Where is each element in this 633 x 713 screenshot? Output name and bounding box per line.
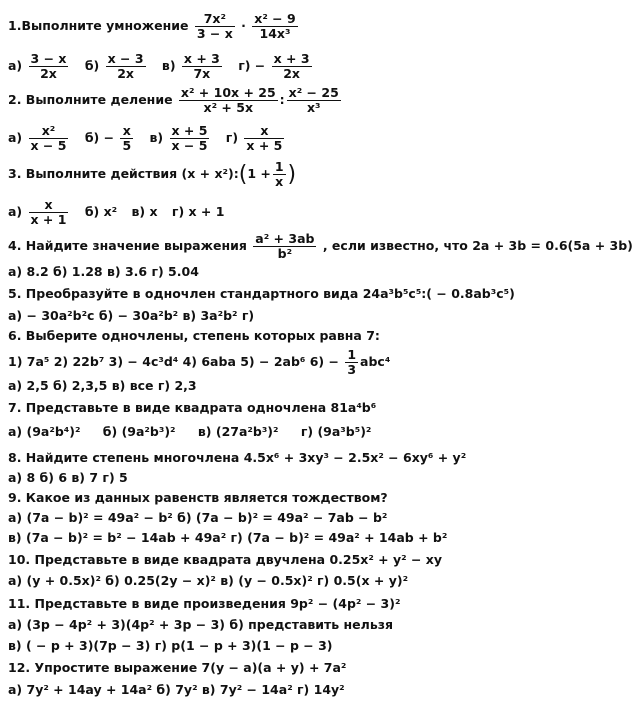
question-2: 2. Выполните деление $\frac{\text{x² + 10x + 25}}{\text{x² + 5x}}$ : $\frac{\text{x² − 25}}{\text{x³}}$ [8, 85, 339, 115]
question-11-answers-row-1: а) (3p − 4p² + 3)(4p² + 3p − 3) б) представить нельзя [8, 617, 394, 632]
question-4: 4. Найдите значение выражения $\frac{\text{a² + 3ab}}{\text{b²}}$ , если известно, что 2a + 3b = 0.6(5a + 3b) [8, 231, 633, 261]
question-1: 1.Выполните умножение $\frac{\text{7x²}}{3 - x}$ · $\frac{\text{x² − 9}}{\text{14x³}}$ [8, 11, 296, 41]
question-7-answers: а) (9a²b⁴)² б) (9a²b³)² в) (27a²b³)² г) (9a³b⁵)² [8, 424, 372, 439]
question-8-title: 8. Найдите степень многочлена 4.5x⁶ + 3xy³ − 2.5x² − 6xy⁶ + y² [8, 450, 467, 465]
question-10-title: 10. Представьте в виде квадрата двучлена 0.25x² + y² − xy [8, 552, 443, 567]
question-8-answers: а) 8 б) 6 в) 7 г) 5 [8, 470, 128, 485]
question-9-answers-row-2: в) (7a − b)² = b² − 14ab + 49a² г) (7a − b)² = 49a² + 14ab + b² [8, 530, 448, 545]
question-7-title: 7. Представьте в виде квадрата одночлена 81a⁴b⁶ [8, 400, 377, 415]
question-3: 3. Выполните действия (x + x²):(1 + $\frac{1}{x}$ ) [8, 159, 297, 189]
question-2-title: 2. Выполните деление [8, 92, 173, 107]
question-10-answers: а) (y + 0.5x)² б) 0.25(2y − x)² в) (y − 0.5x)² г) 0.5(x + y)² [8, 573, 409, 588]
question-9-answers-row-1: а) (7a − b)² = 49a² − b² б) (7a − b)² = 49a² − 7ab − b² [8, 510, 388, 525]
question-1-title: 1.Выполните умножение [8, 18, 189, 33]
question-5-title: 5. Преобразуйте в одночлен стандартного вида 24a³b⁵c⁵:( − 0.8ab³c⁵) [8, 286, 515, 301]
question-3-answers: а) $\frac{x}{x + 1}$ б) x² в) x г) x + 1 [8, 197, 225, 227]
question-12-answers: а) 7y² + 14ay + 14a² б) 7y² в) 7y² − 14a² г) 14y² [8, 682, 345, 697]
question-9-title: 9. Какое из данных равенств является тождеством? [8, 490, 388, 505]
q1-fraction-2: $\frac{\text{x² − 9}}{\text{14x³}}$ [254, 11, 296, 41]
question-2-answers: а) $\frac{\text{x²}}{x - 5}$ б) − $\frac{x}{5}$ в) $\frac{x + 5}{x - 5}$ г) $\frac{x}{x + 5}$ [8, 123, 283, 153]
question-6-title: 6. Выберите одночлены, степень которых равна 7: [8, 328, 380, 343]
question-5-answers: а) − 30a²b²c б) − 30a²b² в) 3a²b² г) [8, 308, 255, 323]
question-6-items: 1) 7a⁵ 2) 22b⁷ 3) − 4c³d⁴ 4) 6aba 5) − 2ab⁶ 6) − $\frac{1}{3}$ abc⁴ [8, 347, 391, 377]
question-11-answers-row-2: в) ( − p + 3)(7p − 3) г) p(1 − p + 3)(1 − p − 3) [8, 638, 333, 653]
question-1-answers: а) $\frac{3 - x}{2x}$ б) $\frac{x - 3}{2x}$ в) $\frac{x + 3}{7x}$ г) − $\frac{x + 3}{2x}$ [8, 51, 310, 81]
question-3-title: 3. Выполните действия (x + x²): [8, 166, 239, 181]
question-6-answers: а) 2,5 б) 2,3,5 в) все г) 2,3 [8, 378, 197, 393]
question-11-title: 11. Представьте в виде произведения 9p² − (4p² − 3)² [8, 596, 401, 611]
q1-fraction-1: $\frac{\text{7x²}}{3 - x}$ [196, 11, 233, 41]
question-4-title: 4. Найдите значение выражения [8, 238, 247, 253]
question-4-answers: а) 8.2 б) 1.28 в) 3.6 г) 5.04 [8, 264, 199, 279]
question-12-title: 12. Упростите выражение 7(y − a)(a + y) + 7a² [8, 660, 347, 675]
